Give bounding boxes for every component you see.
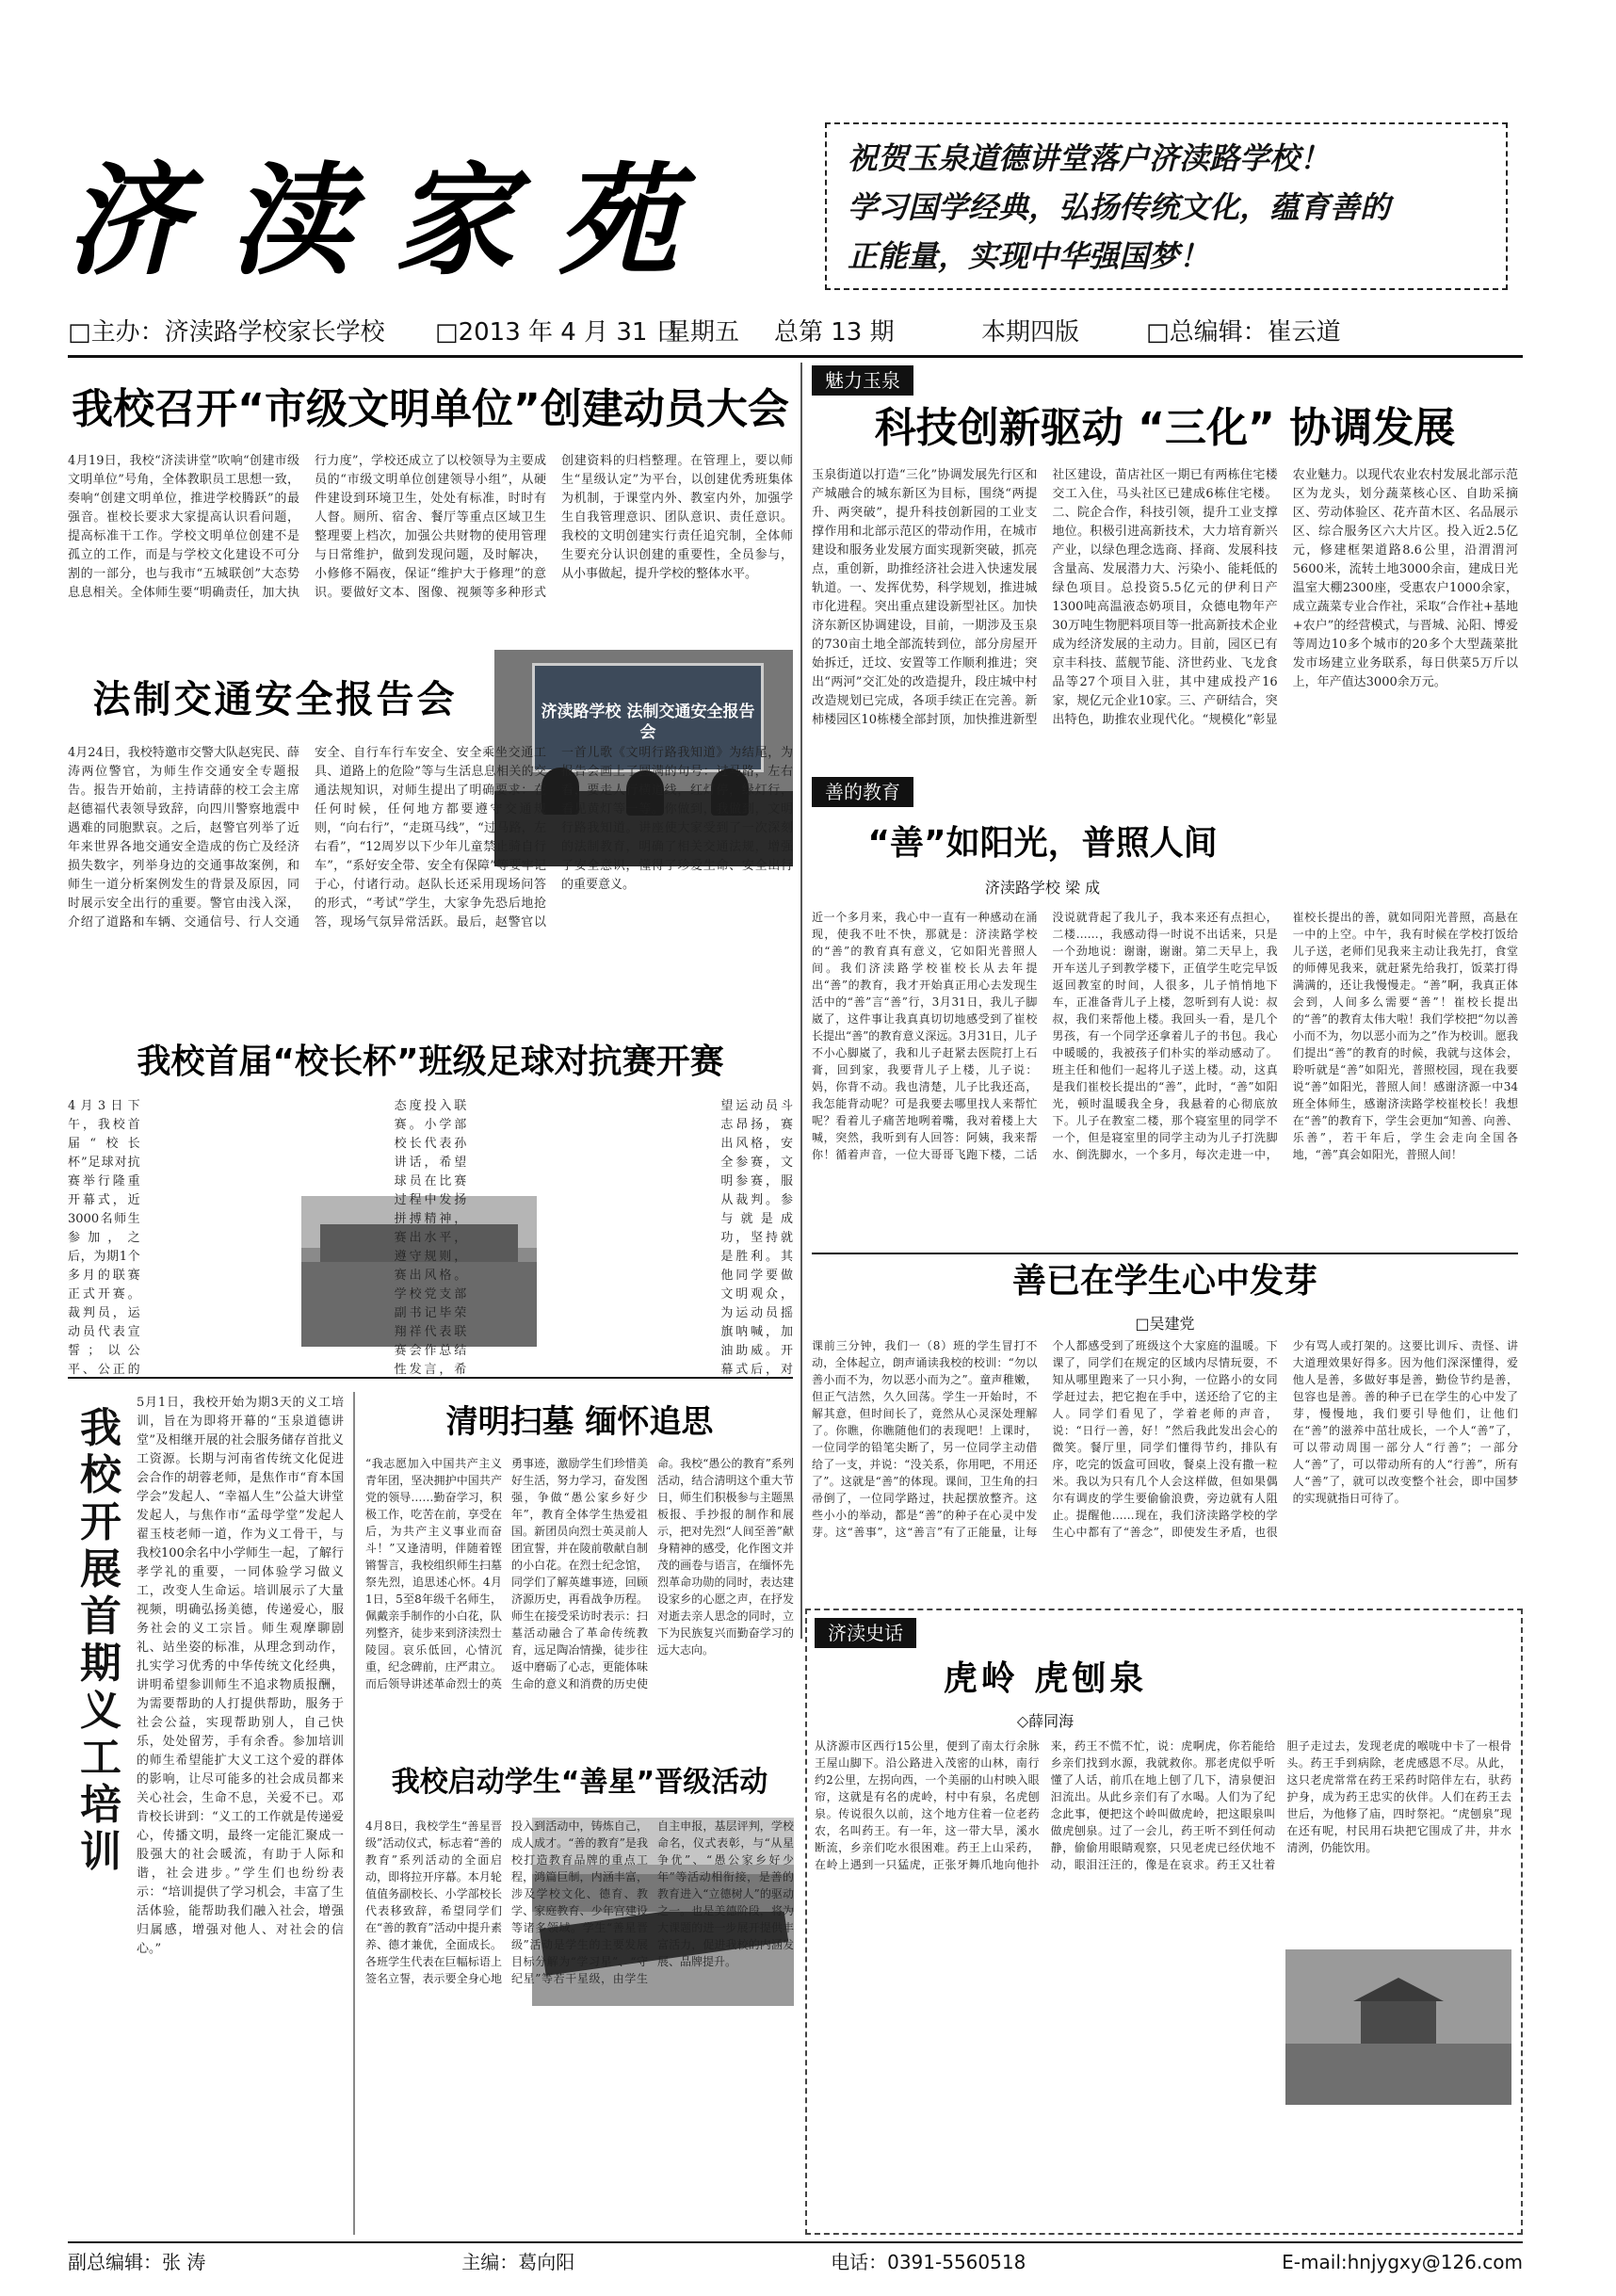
tomb-title: 清明扫墓 缅怀追思 bbox=[445, 1403, 714, 1441]
deputy-editor: 副总编辑：张 涛 bbox=[68, 2251, 206, 2273]
sun-byline: 济渎路学校 梁 成 bbox=[984, 879, 1101, 897]
football-title: 我校首届“校长杯”班级足球对抗赛开赛 bbox=[137, 1043, 724, 1081]
traffic-title: 法制交通安全报告会 bbox=[92, 678, 458, 721]
slogan-line: 祝贺玉泉道德讲堂落户济渎路学校！ bbox=[848, 140, 1331, 176]
tomb-body: “我志愿加入中国共产主义青年团，坚决拥护中国共产党的领导……勤奋学习，积极工作，吃苦在前，享受在后，为共产主义事业而奋斗！”又逢清明，伴随着铿锵誓言，我校组织师生扫墓祭先烈，追思述心怀。4月1日，5至8年级千名师生，佩戴亲手制作的小白花，队列整齐，徒步来到济渎烈士陵园。哀乐低回，心情沉重，纪念碑前，庄严肃立。而后领导讲述革命烈士的英勇事迹，激励学生们珍惜美好生活，努力学习，奋发图强，争做“愚公家乡好少年”，教育全体学生热爱祖国。新团员向烈士英灵前人团宣誓，并在陵前敬献自制的小白花。在烈士纪念馆，同学们了解英雄事迹，回顾济源历史，再看战争历程。师生在接受采访时表示：扫墓活动融合了革命传统教育，远足陶冶情操，徒步往返中磨砺了心志，更能体味生命的意义和消费的历史使命。我校“愚公的教育”系列活动，结合清明这个重大节日，师生们积极参与主题黑板报、手抄报的制作和展示，把对先烈“人间至善”献身精神的感受，化作图文并茂的画卷与语言，在缅怀先烈革命功勋的同时，表达建设家乡的心愿之声，在抒发对逝去亲人思念的同时，立下为民族复兴而勤奋学习的远大志向。 bbox=[365, 1457, 794, 1690]
section-tag: 魅力玉泉 bbox=[812, 365, 913, 396]
traffic-body: 4月24日，我校特邀市交警大队赵宪民、薛涛两位警官，为师生作交通安全专题报告。报告开始前，主持请薛的校工会主席赵德福代表领导致辞，向四川警察地震中遇难的同胞默哀。之后，赵警官列举了近年来世界各地交通安全造成的伤亡及经济损失数字，列举身边的交通事故案例，和师生一道分析案例发生的背景及原因，同时展示安全出行的重要。警官由浅入深，介绍了道路和车辆、交通信号、行人交通安全、自行车行车安全、安全乘坐交通工具、道路上的危险”等与生活息息相关的交通法规知识，对师生提出了明确要求：在任何时候，任何地方都要遵守交通规则，“向右行”，“走斑马线”，“过马路，左右看”，“12周岁以下少年儿童禁止骑自行车”，“系好安全带、安全有保障”等要牢记于心，付诸行动。赵队长还采用现场问答的形式，“考试”学生，大家争先恐后地抢答，现场气氛异常活跃。最后，赵警官以一首儿歌《文明行路我知道》为结尾，为报告会画上了圆满的句号：过马路，左右看，要走人行横道线，红灯停，绿灯行，看见黄灯等一等。你做到，我做到，文明行路我知道。讲座使大家受到了一次深刻的法制教育，明确了相关交通法规，增强了安全意识，懂得了珍爱生命、安全出行的重要意义。 bbox=[68, 746, 793, 930]
issue-number: 总第 13 期 bbox=[774, 318, 895, 347]
section-rule bbox=[812, 1253, 1518, 1254]
tech-body: 玉泉街道以打造“三化”协调发展先行区和产城融合的城东新区为目标，围绕“两提升、两突破”，提升科技创新园的工业支撑作用和北部示范区的带动作用，在城市建设和服务业发展方面实现新突破，抓亮点，重创新，助推经济社会进入快速发展轨道。一、发挥优势，科学规划，推进城市化进程。突出重点建设新型社区。加快济东新区协调建设，目前，一期涉及玉泉的730亩土地全部流转到位，部分房屋开始拆迁，迁坟、安置等工作顺利推进；突出“两河”交汇处的改造提升，段庄城中村改造规划已完成，各项手续正在完善。新柿楼园区10栋楼全部封顶，加快推进新型社区建设，苗店社区一期已有两栋住宅楼交工入住，马头社区已建成6栋住宅楼。二、院企合作，科技引领，提升工业支撑地位。积极引进高新技术，大力培育新兴产业，以绿色理念选商、择商、发展科技含量高、发展潜力大、污染小、能耗低的绿色项目。总投资5.5亿元的伊利日产1300吨高温液态奶项目，众德电物年产30万吨生物肥料项目等一批高新技术企业成为经济发展的主动力。目前，园区已有京丰科技、蓝舰节能、济世药业、飞龙食品等27个项目入驻，其中建成投产16家，规亿元企业10家。三、产研结合，突出特色，助推农业现代化。“规模化”彰显农业魅力。以现代农业农村发展北部示范区为龙头，划分蔬菜核心区、自助采摘区、劳动体验区、花卉苗木区、名品展示区、综合服务区六大片区。投入近2.5亿元，修建框架道路8.6公里，沿渭渭河5600米，流转土地3000余亩，建成日光温室大棚2300座，受惠农户1000余家，成立蔬菜专业合作社，采取“合作社+基地+农户”的经营模式，与晋城、沁阳、博爱等周边10多个城市的20多个大型蔬菜批发市场建立业务联系，每日供菜5万斤以上，年产值达3000余万元。 bbox=[812, 468, 1518, 727]
section-tag: 善的教育 bbox=[812, 777, 913, 807]
heart-title: 善已在学生心中发芽 bbox=[1011, 1262, 1317, 1301]
pavilion-body bbox=[1361, 2001, 1436, 2044]
tech-title: 科技创新驱动 “三化” 协调发展 bbox=[874, 404, 1456, 452]
heart-body: 课前三分钟，我们一（8）班的学生冒打不动，全体起立，朗声诵读我校的校训：“勿以善小而不为，勿以恶小而为之”。童声稚嫩，但正气洁然，久久回荡。学生一开始时，不解其意，但时间长了，竟然从心灵深处理解了。你瞧，你瞧随他们的表现吧！上课时，一位同学的铅笔尖断了，另一位同学主动借给了一支，并说：“没关系，你用吧，不用还了”。这就是“善”的体现。课间，卫生角的扫帚倒了，一位同学路过，扶起摆放整齐。这些小小的举动，都是“善”的种子在心灵中发芽。这“善事”，这“善言”有了正能量，让每个人都感受到了班级这个大家庭的温暖。下课了，同学们在规定的区域内尽情玩耍，不知从哪里跑来了一只小狗，一位路小的女同学赶过去，把它抱在手中，送还给了它的主人。同学们看见了，学着老师的声音，说：“日行一善，好！”然后我此发出会心的微笑。餐厅里，同学们懂得节约，排队有序，吃完的饭盒可回收，餐桌上没有撒一粒米。我以为只有几个人会这样做，但如果偶尔有调皮的学生要偷偷浪费，旁边就有人阻止。提醒他……现在，我们济渎路学校的学生心中都有了“善念”，即使发生矛盾，也很少有骂人或打架的。这要比训斥、责怪、讲大道理效果好得多。因为他们深深懂得，爱他人是善，多做好事是善，勤俭节约是善，包容也是善。善的种子已在学生的心中发了芽，慢慢地，我们要引导他们，让他们在“善”的滋养中茁壮成长，一个人“善”了，可以带动周围一部分人“行善”；一部分人“善”了，可以带动所有的人“行善”，所有人“善”了，就可以改变整个社会，即中国梦的实现就指日可待了。 bbox=[812, 1339, 1518, 1539]
column-divider bbox=[800, 363, 802, 1639]
goodstar-title: 我校启动学生“善星”晋级活动 bbox=[391, 1766, 768, 1799]
weekday: 星期五 bbox=[666, 318, 740, 347]
email: E-mail:hnjygxy@126.com bbox=[1282, 2251, 1523, 2273]
sun-body: 近一个多月来，我心中一直有一种感动在涌现，使我不吐不快，那就是：济渎路学校的“善”的教育真有意义，它如阳光普照人间。我们济渎路学校崔校长从去年提出“善”的教育，我才开始真正用心去发现生活中的“善”言“善”行，3月31日，我儿子脚崴了，这件事让我真真切切地感受到了崔校长提出“善”的教育意义深远。3月31日，儿子不小心脚崴了，我和儿子赶紧去医院打上石膏，回到家，我要背儿子上楼，儿子说：妈，你背不动。我也清楚，儿子比我还高，我怎能背动呢？可是我要去哪里找人来帮忙呢？看着儿子痛苦地咧着嘴，我对着楼上大喊，突然，我听到有人回答：阿姨，我来帮你！循着声音，一位大哥哥飞跑下楼，二话没说就背起了我儿子，我本来还有点担心，二楼……，我感动得一时说不出话来，只是一个劲地说：谢谢，谢谢。第二天早上，我开车送儿子到教学楼下，正值学生吃完早饭返回教室的时间，人很多，儿子悄悄地下车，正准备背儿子上楼，忽听到有人说：叔叔，我们来帮他上楼。我回头一看，是几个男孩，有一个同学还拿着儿子的书包。我心中暖暖的，我被孩子们朴实的举动感动了。班主任和他们一起将儿子送上楼。动，这真是我们崔校长提出的“善”，此时，“善”如阳光，顿时温暖我全身，我悬着的心彻底放下。儿子在教室二楼，那个寝室里的同学不一个，但是寝室里的同学主动为儿子打洗脚水、倒洗脚水，一个多月，每次走进一中，崔校长提出的善，就如同阳光普照，高悬在一中的上空。中午，我有时候在学校打饭给儿子送，老师们见我来主动让我先打，食堂的师傅见我来，就赶紧先给我打，饭菜打得满满的，还让我慢慢走。“善”啊，我真正体会到，人间多么需要“善”！崔校长提出的“善”的教育太伟大啦！我们学校把“勿以善小而不为，勿以恶小而为之”作为校训。愿我们提出“善”的教育的时候，我就与这体会，聆听就是“善”如阳光，普照校园，现在我要说“善”如阳光，普照人间！感谢济源一中34班全体师生，感谢济渎路学校崔校长！我想在“善”的教育下，学生会更加“知善、向善、乐善”，若干年后，学生会走向全国各地，“善”真会如阳光，普照人间！ bbox=[812, 911, 1518, 1161]
tiger-title: 虎岭 虎刨泉 bbox=[943, 1659, 1148, 1698]
footer-rule bbox=[68, 2241, 1523, 2243]
masthead-rule bbox=[68, 355, 1523, 358]
sun-title: “善”如阳光，普照人间 bbox=[867, 824, 1218, 863]
footer bbox=[68, 2247, 1523, 2277]
football-body: 4月3日下午，我校首届“校长杯”足球对抗赛举行隆重开幕式，近3000名师生参加，之后，为期1个多月的联赛正式开赛。裁判员，运动员代表宣誓；以公平、公正的态度投入联赛。小学部校长代表孙讲话，希望球员在比赛过程中发扬拼搏精神，赛出水平，遵守规则，赛出风格。学校党支部副书记毕荣翔祥代表联赛会作总结性发言，希望运动员斗志昂扬，赛出风格，安全参赛，文明参赛，服从裁判。参与就是成功，坚持就是胜利。其他同学要做文明观众，为运动员摇旗呐喊，加油助威。开幕式后，对 bbox=[68, 1099, 793, 1377]
tiger-body: 从济源市区西行15公里，便到了南太行余脉王屋山脚下。沿公路进入茂密的山林，南行约2公里，左拐向西，一个美丽的山村映入眼帘，这就是有名的虎岭，村中有泉，名虎刨泉。传说很久以前，这个地方住着一位老药农，名叫药王。有一年，这一带大旱，溪水断流，乡亲们吃水很困难。药王上山采药，在岭上遇到一只猛虎，正张牙舞爪地向他扑来，药王不慌不忙，说：虎啊虎，你若能给乡亲们找到水源，我就救你。那老虎似乎听懂了人话，前爪在地上刨了几下，清泉便汩汩流出。从此乡亲们有了水喝。人们为了纪念此事，便把这个岭叫做虎岭，把这眼泉叫做虎刨泉。过了一会儿，药王听不到任何动静，偷偷用眼睛观察，只见老虎已经伏地不动，眼泪汪汪的，像是在哀求。药王又壮着胆子走过去，发现老虎的喉咙中卡了一根骨头。药王手到病除，老虎感恩不尽。从此，这只老虎常常在药王采药时陪伴左右，驮药护身，成为药王忠实的伙伴。人们在药王去世后，为他修了庙，四时祭祀。“虎刨泉”现在还有呢，村民用石块把它围成了井，井水清洌，仍能饮用。 bbox=[815, 1739, 1511, 1871]
edition: 本期四版 bbox=[981, 318, 1080, 347]
screen-banner-text: 济渎路学校 法制交通安全报告会 bbox=[541, 703, 755, 742]
slogan-line: 正能量，实现中华强国梦！ bbox=[848, 238, 1210, 274]
chief-editor: □总编辑：崔云道 bbox=[1146, 318, 1341, 347]
heart-byline: □吴建党 bbox=[1135, 1315, 1195, 1333]
pavilion-roof bbox=[1342, 1978, 1455, 2001]
pavilion-photo bbox=[1285, 1949, 1511, 2105]
goodstar-body: 4月8日，我校学生“善星晋级”活动仪式，标志着“善的教育”系列活动的全面启动，即将拉开序幕。本月轮值值务副校长、小学部校长代表移致辞，希望同学们在“善的教育”活动中提升素养、德才兼优，全面成长。各班学生代表在巨幅标语上签名立誓，表示要全身心地投入到活动中，铸炼自己，成人成才。“善的教育”是我校打造教育品牌的重点工程，鸿篇巨制，内涵丰富，涉及学校文化、德育、教学、家庭教育、少年宫建设等诸多领域。学生“善星晋级”活动是学生的主要发展目标分解为“学习星”、“守纪星”等若干星级，由学生自主申报，基层评判，学校命名，仪式表彰，与“从星争优”、“愚公家乡好少年”等活动相衔接，是善的教育进入“立德树人”的驱动之一。也是美德阶段，将为大课题的进一步展开提供丰富活力，促进我校的内涵发展、品牌提升。 bbox=[365, 1819, 794, 1985]
issue-date: □2013 年 4 月 31 日 bbox=[435, 318, 680, 347]
section-rule bbox=[68, 1377, 793, 1379]
volunteer-title: 我校开展首期义工培训 bbox=[80, 1404, 121, 1876]
masthead-title: 济渎家苑 bbox=[66, 151, 722, 292]
column-divider bbox=[353, 1392, 355, 2235]
main-editor: 主编：葛向阳 bbox=[461, 2251, 575, 2273]
section-tag: 济渎史话 bbox=[815, 1618, 916, 1648]
volunteer-body: 5月1日，我校开始为期3天的义工培训，旨在为即将开幕的“玉泉道德讲堂”及相继开展的社会服务储存首批义工资源。长期与河南省传统文化促进会合作的胡蓉老师，是焦作市“育本国学会”发起人、“幸福人生”公益大讲堂发起人，与焦作市“孟母学堂”发起人翟玉枝老师一道，作为义工骨干，与我校100余名中小学师生一起，了解行孝学礼的重要，一同体验学习做义工，改变人生命运。培训展示了大量视频，明确弘扬美德，传递爱心，服务社会的义工宗旨。师生观摩聊剧礼、站坐姿的标准，从理念到动作，扎实学习优秀的中华传统文化经典，讲明希望参训师生不追求物质报酬，为需要帮助的人打提供帮助，服务于社会公益，实现帮助别人，自己快乐，处处留芳，手有余香。参加培训的师生希望能扩大义工这个爱的群体的影响，让尽可能多的社会成员都来关心社会，生命不息，关爱不已。邓肯校长讲到：“义工的工作就是传递爱心，传播文明，最终一定能汇聚成一股强大的社会暖流，有助于人际和谐，社会进步。”学生们也纷纷表示：“培训提供了学习机会，丰富了生活体验，能帮助我们融入社会，增强归属感，增强对他人、对社会的信心。” bbox=[137, 1396, 344, 1956]
phone: 电话：0391-5560518 bbox=[831, 2251, 1026, 2273]
info-bar bbox=[68, 314, 1518, 351]
slogan-line: 学习国学经典，弘扬传统文化，蕴育善的 bbox=[848, 189, 1391, 225]
pond-water bbox=[1285, 2044, 1511, 2105]
slogan-box bbox=[825, 122, 1508, 290]
civic-title: 我校召开“市级文明单位”创建动员大会 bbox=[72, 385, 789, 433]
civic-body: 4月19日，我校“济渎讲堂”吹响“创建市级文明单位”号角，全体教职员工思想一致，奏响“创建文明单位，推进学校腾跃”的最强音。崔校长要求大家提高认识看问题，提高标准干工作。学校文明单位创建不是孤立的工作，而是与学校文化建设不可分割的一部分，也与我市“五城联创”大态势息息相关。全体师生要“明确责任，加大执行力度”，学校还成立了以校领导为主要成员的“市级文明单位创建领导小组”，从硬件建设到环境卫生，处处有标准，时时有人督。厕所、宿舍、餐厅等重点区域卫生整理要上档次，加强公共财物的使用管理与日常维护，做到发现问题，及时解决，小修修不隔夜，保证“维护大于修理”的意识。要做好文本、图像、视频等多种形式创建资料的归档整理。在管理上，要以师生“星级认定”为平台，以创建优秀班集体为机制，于课堂内外、教室内外，加强学生自我管理意识、团队意识、责任意识。我校的文明创建实行责任追究制，全体师生要充分认识创建的重要性，全员参与，从小事做起，提升学校的整体水平。 bbox=[68, 454, 793, 600]
tiger-byline: ◇薛同海 bbox=[1016, 1712, 1075, 1730]
sponsor: □主办：济渎路学校家长学校 bbox=[68, 318, 385, 347]
